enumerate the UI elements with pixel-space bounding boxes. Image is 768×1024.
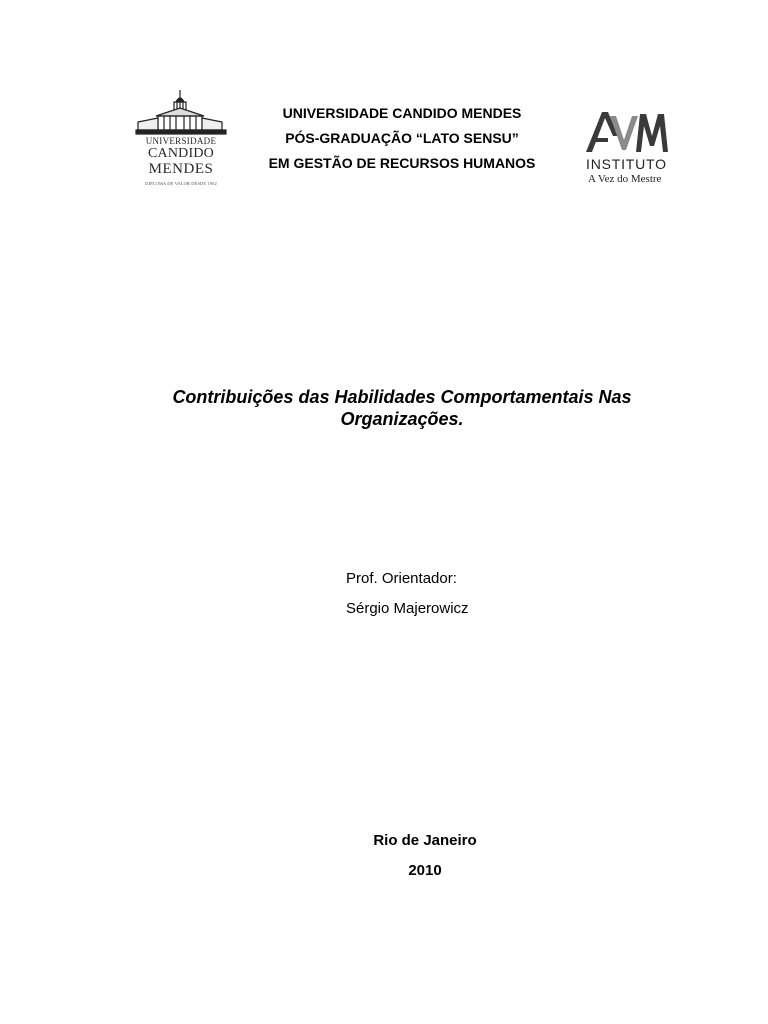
- footer: [320, 826, 530, 886]
- universidade-candido-mendes-logo: [134, 88, 228, 194]
- document-title: Contribuições das Habilidades Comportamentais Nas Organizações.: [172, 387, 632, 429]
- ucam-word-universidade: UNIVERSIDADE: [145, 136, 217, 146]
- advisor-label: Prof. Orientador:: [346, 570, 457, 587]
- header-line-course: EM GESTÃO DE RECURSOS HUMANOS: [268, 155, 536, 171]
- ucam-building-icon: [134, 88, 228, 138]
- ucam-tagline: DIPLOMA DE VALOR DESDE 1902: [145, 181, 217, 186]
- header-line-university: UNIVERSIDADE CANDIDO MENDES: [282, 105, 522, 121]
- advisor-block: [346, 564, 469, 624]
- avm-instituto-logo: [580, 106, 676, 190]
- avm-word-instituto: INSTITUTO: [586, 156, 667, 172]
- ucam-word-candido: CANDIDO: [148, 146, 214, 161]
- advisor-name: Sérgio Majerowicz: [346, 600, 469, 617]
- avm-word-a-vez-do-mestre: A Vez do Mestre: [588, 173, 662, 185]
- footer-city: Rio de Janeiro: [373, 832, 477, 849]
- footer-year: 2010: [408, 862, 442, 879]
- header-line-postgrad: PÓS-GRADUAÇÃO “LATO SENSU”: [285, 130, 519, 146]
- header: [232, 101, 572, 176]
- avm-monogram-icon: [580, 106, 676, 156]
- ucam-word-mendes: MENDES: [148, 161, 214, 177]
